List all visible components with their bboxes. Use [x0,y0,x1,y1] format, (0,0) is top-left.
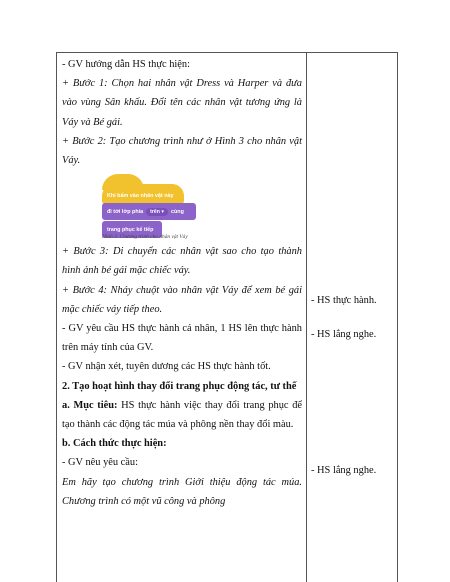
go-to-layer-label: đi tới lớp phía [107,208,144,215]
next-costume-label: trang phục kế tiếp [107,226,154,233]
hat-block [102,184,184,204]
goal-label: a. Mục tiêu: [62,399,118,411]
goal-paragraph [62,396,302,434]
practice-note: - GV yêu cầu HS thực hành cá nhân, 1 HS lên thực hành trên máy tính của GV. [62,323,302,354]
student-response-1: - HS thực hành. [311,295,377,306]
figure-caption: Hình 3. Chương trình cho nhân vật Váy [102,234,188,241]
lesson-table [56,52,398,582]
layer-option: trên [150,208,160,215]
column-divider [306,53,307,582]
goal-text: HS thực hành việc thay đổi trang phục để tạo thành các động tác múa và phông nền thay đổi màu. [62,399,302,431]
layer-dropdown: trên ▾ [146,208,168,216]
step-2: + Bước 2: Tạo chương trình như ở Hình 3 cho nhân vật Váy. [62,135,302,167]
step-1: + Bước 1: Chọn hai nhân vật Dress và Harper và đưa vào vùng Sân khấu. Đổi tên các nhân vật tương ứng là Váy và Bé gái. [62,78,302,128]
step-4: + Bước 4: Nháy chuột vào nhân vật Váy để xem bé gái mặc chiếc váy tiếp theo. [62,284,302,315]
hat-block-label: Khi bấm vào nhân vật này [107,192,174,199]
request-intro: - GV nêu yêu cầu: [62,457,138,469]
go-to-layer-suffix: cùng [170,208,184,215]
section-heading: 2. Tạo hoạt hình thay đổi trang phục động tác, tư thế [62,380,297,392]
student-response-3: - HS lắng nghe. [311,465,377,476]
feedback-note: - GV nhận xét, tuyên dương các HS thực hành tốt. [62,361,271,373]
request-text: Em hãy tạo chương trình Giới thiệu động tác múa. Chương trình có một vũ công và phông [62,476,302,507]
student-response-2: - HS lắng nghe. [311,329,377,340]
code-figure [62,172,302,242]
method-heading: b. Cách thức thực hiện: [62,438,167,450]
instruction-intro: - GV hướng dẫn HS thực hiện: [62,59,190,70]
go-to-layer-block [102,203,196,220]
teacher-column [62,55,302,511]
step-3: + Bước 3: Di chuyển các nhân vật sao cho tạo thành hình ảnh bé gái mặc chiếc váy. [62,246,302,277]
